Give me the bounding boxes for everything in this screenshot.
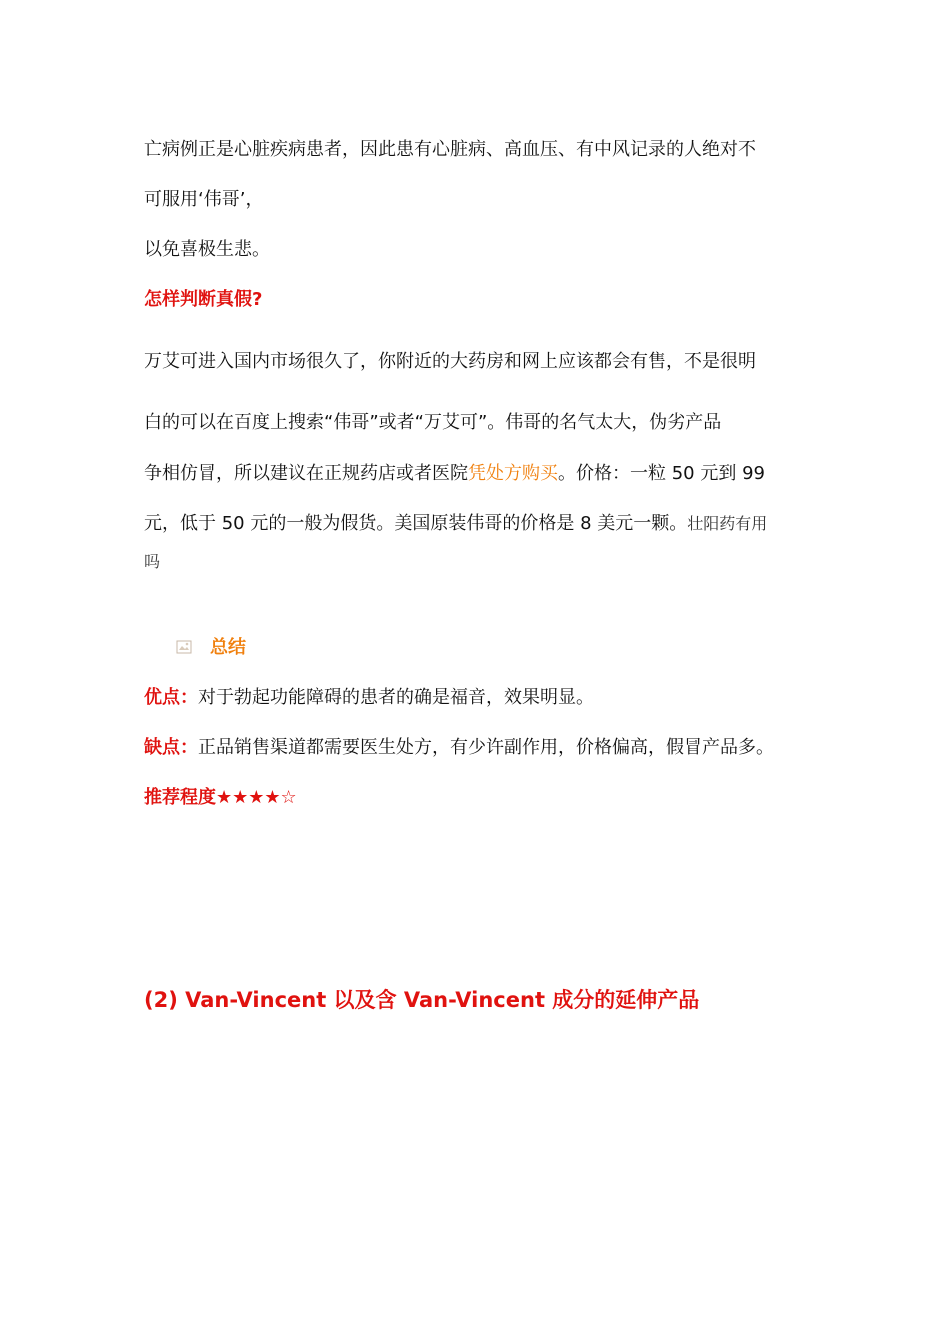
section-title: (2) Van-Vincent 以及含 Van-Vincent 成分的延伸产品 <box>144 988 700 1012</box>
summary-heading <box>176 636 246 660</box>
paragraph-line: 吗 <box>144 552 161 571</box>
rating-line <box>144 786 297 810</box>
paragraph-text: 争相仿冒，所以建议在正规药店或者医院 <box>144 463 468 484</box>
cons-line <box>144 736 774 760</box>
image-placeholder-icon <box>176 638 192 654</box>
cons-text: 正品销售渠道都需要医生处方，有少许副作用，价格偏高，假冒产品多。 <box>198 737 774 758</box>
pros-text: 对于勃起功能障碍的患者的确是福音，效果明显。 <box>198 687 594 708</box>
paragraph-line: 白的可以在百度上搜索“伟哥”或者“万艾可”。伟哥的名气太大，伪劣产品 <box>144 412 722 433</box>
paragraph-line: 亡病例正是心脏疾病患者，因此患有心脏病、高血压、有中风记录的人绝对不 <box>144 139 756 160</box>
prescription-purchase-link[interactable]: 凭处方购买 <box>468 463 558 484</box>
paragraph-line: 可服用‘伟哥’， <box>144 189 264 210</box>
heading-how-to-judge: 怎样判断真假? <box>144 289 263 310</box>
paragraph-line <box>144 462 765 486</box>
pros-line <box>144 686 594 710</box>
cons-label: 缺点： <box>144 737 198 758</box>
pros-label: 优点： <box>144 687 198 708</box>
paragraph-text: 元，低于 50 元的一般为假货。美国原装伟哥的价格是 8 美元一颗。 <box>144 513 688 534</box>
paragraph-tail-text: 壮阳药有用 <box>687 514 768 533</box>
summary-title: 总结 <box>210 637 246 658</box>
rating-stars: ★★★★☆ <box>216 787 297 808</box>
rating-label: 推荐程度 <box>144 787 216 808</box>
paragraph-line <box>144 512 767 536</box>
paragraph-text: 。价格：一粒 50 元到 99 <box>558 463 765 484</box>
paragraph-line: 以免喜极生悲。 <box>144 239 270 260</box>
paragraph-line: 万艾可进入国内市场很久了，你附近的大药房和网上应该都会有售，不是很明 <box>144 351 756 372</box>
